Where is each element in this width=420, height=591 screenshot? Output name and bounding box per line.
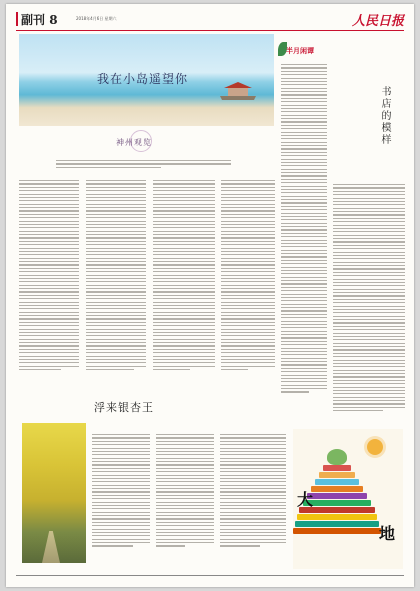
book-shape xyxy=(315,479,359,485)
section-marker xyxy=(16,12,18,26)
book-shape xyxy=(319,472,355,478)
sub-article-title: 浮来银杏王 xyxy=(94,401,154,414)
section-name: 副刊 8 xyxy=(21,13,58,27)
book-shape xyxy=(297,514,377,520)
pavilion-illustration xyxy=(220,80,256,100)
masthead xyxy=(16,12,404,28)
header-rule xyxy=(16,30,404,31)
article-column-2 xyxy=(86,180,146,372)
right-article-column-1 xyxy=(281,64,327,395)
book-shape xyxy=(323,465,351,471)
article-column-3 xyxy=(153,180,215,372)
right-article-column-2 xyxy=(333,184,405,414)
editor-intro xyxy=(56,160,231,174)
hero-seascape-image xyxy=(19,34,274,126)
sub-article-column-3 xyxy=(220,434,286,549)
illustration-character-1: 大 xyxy=(297,490,314,509)
column-badge xyxy=(96,128,186,160)
column-badge-label: 神州观览 xyxy=(116,138,152,147)
plant-icon xyxy=(327,449,347,465)
book-shape xyxy=(293,528,381,534)
hero-title: 我在小岛遥望你 xyxy=(97,72,189,86)
book-shape xyxy=(295,521,379,527)
book-stack-illustration xyxy=(293,429,403,569)
right-article-title: 书店的模样 xyxy=(379,86,390,146)
newspaper-page xyxy=(6,4,414,587)
illustration-character-2: 地 xyxy=(379,524,396,543)
footer-rule xyxy=(16,575,404,576)
sun-icon xyxy=(367,439,383,455)
article-column-1 xyxy=(19,180,79,372)
ginkgo-tree-photo xyxy=(22,423,86,563)
newspaper-logo: 人民日报 xyxy=(351,14,404,29)
column-banner-label: 半月闲谭 xyxy=(286,46,314,55)
page-number: 8 xyxy=(49,13,58,27)
article-column-4 xyxy=(221,180,275,372)
book-shape xyxy=(311,486,363,492)
path-shape xyxy=(42,531,60,563)
sub-article-column-1 xyxy=(92,434,150,549)
book-shape xyxy=(307,493,367,499)
book-shape xyxy=(303,500,371,506)
sub-article-column-2 xyxy=(156,434,214,549)
issue-date: 2018年4月6日 星期六 xyxy=(76,16,117,21)
